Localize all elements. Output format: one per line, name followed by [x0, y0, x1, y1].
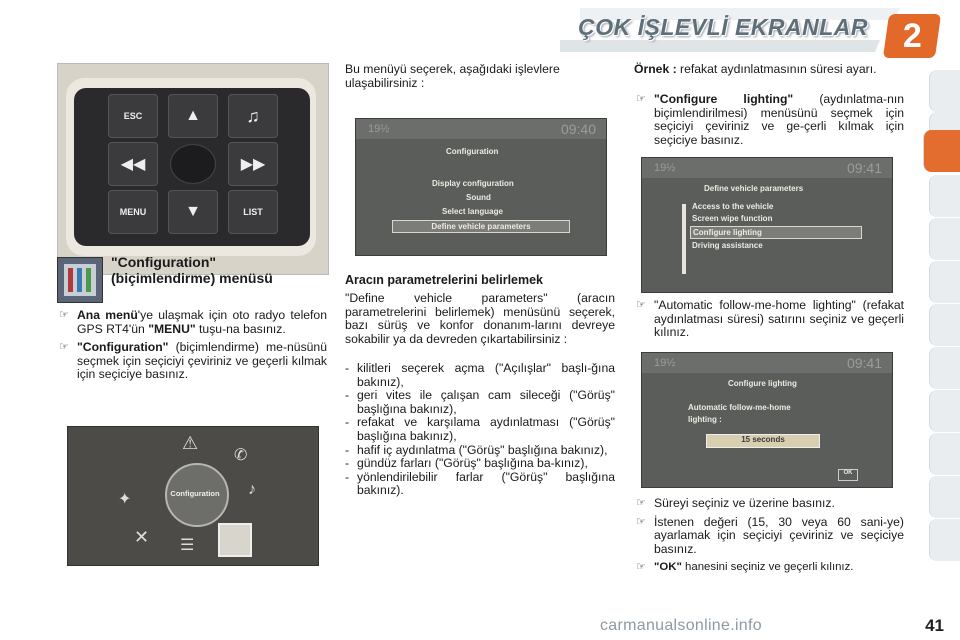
config-selected-icon [218, 523, 252, 557]
list-button: LIST [228, 190, 278, 234]
side-tab[interactable] [929, 519, 960, 561]
chapter-number: 2 [902, 16, 922, 55]
menu-item: Access to the vehicle [692, 202, 774, 211]
menu-item: Driving assistance [692, 241, 763, 250]
list-item: ☞ "Configuration" (biçimlendirme) me-nüsünü seçmek için seçiciyi çeviriniz ve geçerli kılmak için seçiciye basınız. [59, 340, 327, 382]
temperature-readout: 19½ [368, 123, 390, 135]
wheel-label: Configuration [170, 489, 220, 498]
section-heading: "Configuration" (biçimlendirme) menüsü [111, 254, 273, 286]
arrow-bullet-icon: ☞ [636, 93, 646, 105]
page-title: ÇOK İŞLEVLİ EKRANLAR [578, 14, 868, 40]
instructions-col3c [634, 497, 904, 575]
setting-label: Automatic follow-me-home [688, 403, 791, 412]
instructions-col1 [57, 309, 327, 382]
side-tab[interactable] [929, 476, 960, 518]
menu-item: Sound [466, 193, 491, 202]
example-text: Örnek : refakat aydınlatmasının süresi ayarı. [634, 62, 877, 76]
list-item: - gündüz farları ("Görüş" başlığına ba-kınız), [345, 456, 588, 471]
watermark: carmanualsonline.info [600, 617, 762, 634]
music-icon: ♪ [248, 481, 256, 498]
clock-readout: 09:41 [846, 160, 882, 176]
instructions-col3b [634, 299, 904, 340]
navigation-icon: ✦ [118, 491, 132, 508]
screen-title: Configuration [446, 147, 499, 156]
instructions-col3a [634, 93, 904, 147]
list-item: - kilitleri seçerek açma ("Açılışlar" başlı-ğına bakınız), [345, 361, 615, 389]
configuration-icon [57, 257, 103, 303]
side-tab[interactable] [929, 175, 960, 217]
status-bar [356, 119, 606, 139]
configuration-screen [355, 118, 607, 256]
tools-icon: ✕ [134, 527, 150, 547]
define-vehicle-parameters-screen [641, 157, 893, 293]
screen-title: Configure lighting [728, 379, 797, 388]
menu-item: Screen wipe function [692, 214, 773, 223]
parameters-paragraph: "Define vehicle parameters" (aracın parametrelerini belirlemek) menüsünü seçerek, bazı sürüş ve konfor donanım-larını devreye sokabilir ya da devreden çıkartabilirsiniz : [345, 291, 615, 346]
side-tab[interactable] [929, 304, 960, 346]
menu-item-selected: Define vehicle parameters [392, 220, 570, 233]
clock-readout: 09:41 [846, 355, 882, 371]
list-item: - yönlendirilebilir farlar ("Görüş" başlığına bakınız). [345, 469, 615, 498]
parameters-list [345, 362, 615, 498]
chapter-badge [883, 14, 941, 58]
temperature-readout: 19½ [654, 357, 676, 369]
menu-item-selected: Configure lighting [690, 226, 862, 239]
ok-button: OK [838, 469, 858, 481]
list-item: ☞ "OK" hanesini seçiniz ve geçerli kılınız. [636, 561, 854, 574]
duration-value: 15 seconds [706, 434, 820, 448]
rewind-icon: ◀◀ [108, 142, 158, 186]
page-number: 41 [925, 616, 944, 635]
list-item: - hafif iç aydınlatma ("Görüş" başlığına bakınız), [345, 442, 608, 457]
side-tab[interactable] [929, 433, 960, 475]
list-item: ☞ Ana menü'ye ulaşmak için oto radyo telefon GPS RT4'ün "MENU" tuşu-na basınız. [59, 308, 327, 336]
menu-item: Select language [442, 207, 503, 216]
list-item: - geri vites ile çalışan cam sileceği ("Görüş" başlığına bakınız), [345, 388, 615, 416]
list-item: - refakat ve karşılama aydınlatması ("Görüş" başlığına bakınız), [345, 415, 615, 443]
side-tab[interactable] [929, 347, 960, 389]
arrow-bullet-icon: ☞ [636, 515, 646, 528]
arrow-bullet-icon: ☞ [636, 299, 646, 311]
arrow-bullet-icon: ☞ [636, 561, 646, 574]
up-arrow-icon: ▲ [168, 94, 218, 138]
arrow-bullet-icon: ☞ [636, 497, 646, 509]
warning-icon: ⚠ [182, 433, 199, 453]
clock-readout: 09:40 [560, 121, 596, 137]
list-item: ☞ İstenen değeri (15, 30 veya 60 sani-ye) ayarlamak için seçiciyi çeviriniz ve seçiciye basınız. [636, 514, 904, 556]
selector-dial [170, 144, 216, 184]
arrow-bullet-icon: ☞ [59, 341, 69, 354]
list-icon: ☰ [180, 537, 195, 554]
arrow-bullet-icon: ☞ [59, 309, 69, 321]
list-item: ☞ "Configure lighting" (aydınlatma-nın biçimlendirilmesi) menüsünü seçmek için seçiciyi çeviriniz ve ge-çerli kılmak için seçiciye basınız. [636, 92, 905, 147]
radio-keypad-photo [57, 63, 329, 275]
esc-button: ESC [108, 94, 158, 138]
configure-lighting-screen [641, 352, 893, 488]
status-bar [642, 353, 892, 373]
list-item: ☞ Süreyi seçiniz ve üzerine basınız. [636, 496, 835, 510]
side-tab-active[interactable] [923, 130, 960, 172]
music-note-icon: ♫ [228, 94, 278, 138]
side-tab[interactable] [929, 70, 960, 112]
list-item: ☞ "Automatic follow-me-home lighting" (refakat aydınlatması süresi) satırını seçiniz ve geçerli kılınız. [636, 298, 904, 340]
side-tab[interactable] [929, 390, 960, 432]
temperature-readout: 19½ [654, 162, 676, 174]
configuration-wheel-screen [67, 426, 319, 566]
menu-button: MENU [108, 190, 158, 234]
side-tab[interactable] [929, 218, 960, 260]
down-arrow-icon: ▼ [168, 190, 218, 234]
menu-item: Display configuration [432, 179, 514, 188]
setting-label: lighting : [688, 415, 722, 424]
screen-title: Define vehicle parameters [704, 184, 804, 193]
status-bar [642, 158, 892, 178]
sub-heading: Aracın parametrelerini belirlemek [345, 273, 544, 287]
phone-icon: ✆ [234, 447, 248, 464]
side-tab[interactable] [929, 261, 960, 303]
forward-icon: ▶▶ [228, 142, 278, 186]
intro-text: Bu menüyü seçerek, aşağıdaki işlevlere ulaşabilirsiniz : [345, 62, 560, 90]
